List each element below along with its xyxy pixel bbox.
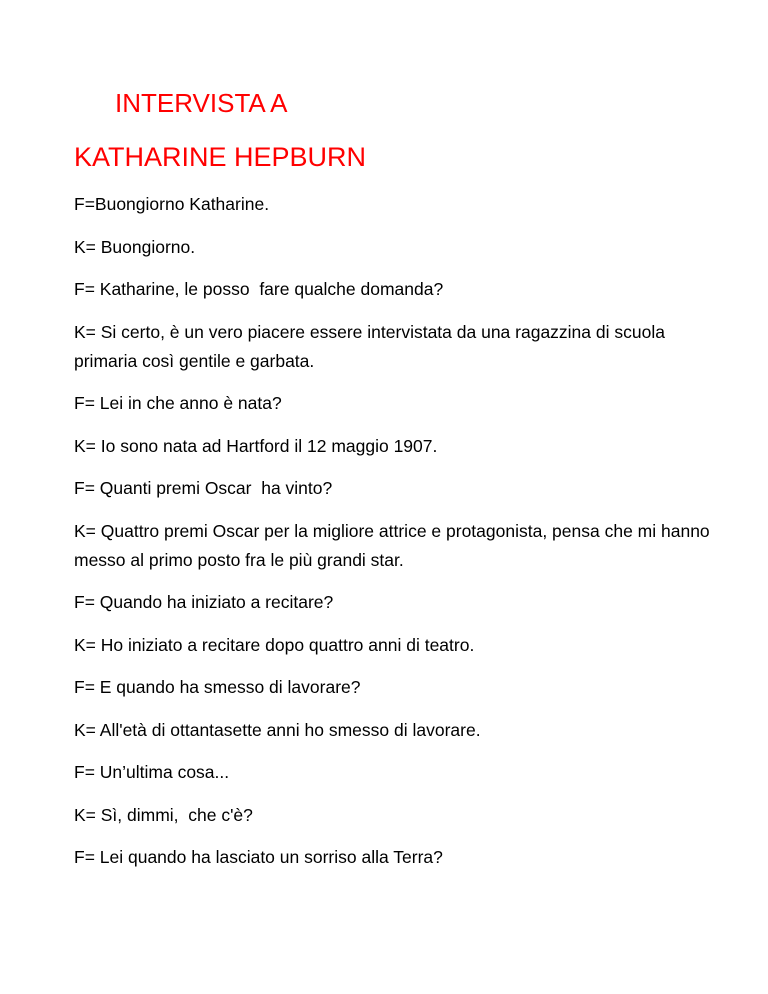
dialogue-line: F= Katharine, le posso fare qualche domanda? <box>74 279 444 299</box>
dialogue-line: K= All'età di ottantasette anni ho smesso di lavorare. <box>74 719 481 740</box>
dialogue-line: F= E quando ha smesso di lavorare? <box>74 677 361 697</box>
document-title-line-2: KATHARINE HEPBURN <box>74 142 367 172</box>
dialogue-line: F= Un’ultima cosa... <box>74 762 230 782</box>
dialogue-line: F= Quanti premi Oscar ha vinto? <box>74 478 333 498</box>
interview-dialogue <box>74 190 714 886</box>
dialogue-line: F=Buongiorno Katharine. <box>74 194 270 214</box>
document-title-line-1: INTERVISTA A <box>115 88 288 118</box>
dialogue-line: K= Buongiorno. <box>74 236 196 257</box>
dialogue-line: F= Lei in che anno è nata? <box>74 393 282 413</box>
dialogue-line: K= Ho iniziato a recitare dopo quattro anni di teatro. <box>74 634 475 655</box>
dialogue-line: K= Quattro premi Oscar per la migliore attrice e protagonista, pensa che mi hanno messo al primo posto fra le più grandi star. <box>74 520 715 570</box>
dialogue-line: F= Quando ha iniziato a recitare? <box>74 592 334 612</box>
dialogue-line: K= Sì, dimmi, che c'è? <box>74 804 253 825</box>
dialogue-line: F= Lei quando ha lasciato un sorriso alla Terra? <box>74 847 443 867</box>
dialogue-line: K= Si certo, è un vero piacere essere intervistata da una ragazzina di scuola primaria così gentile e garbata. <box>74 321 670 371</box>
dialogue-line: K= Io sono nata ad Hartford il 12 maggio 1907. <box>74 435 438 456</box>
